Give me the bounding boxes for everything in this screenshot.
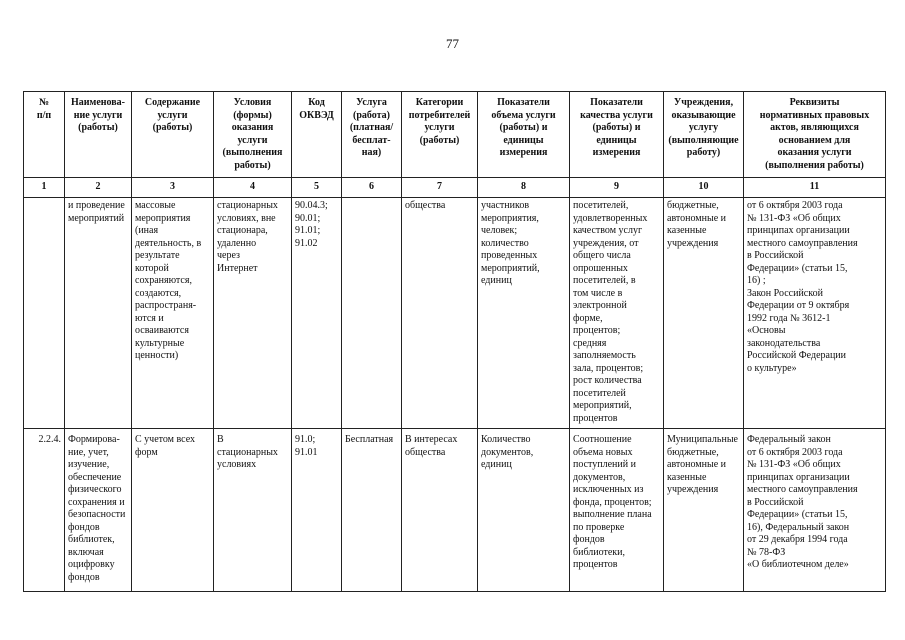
header-index: № п/п: [24, 92, 65, 178]
okved-code: 90.04.3; 90.01; 91.01; 91.02: [292, 198, 342, 429]
paid-free: [342, 198, 402, 429]
service-conditions: стационарных условиях, вне стационара, удаленно через Интернет: [214, 198, 292, 429]
legal-acts: Федеральный закон от 6 октября 2003 года № 131-ФЗ «Об общих принципах организации местного самоуправления в Российской Федерации» (статьи 15, 16), Федеральный закон от 29 декабря 1994 года № 78-ФЗ «О библиотечном деле»: [744, 429, 886, 592]
header-consumer-categories: Категории потребителей услуги (работы): [402, 92, 478, 178]
header-row: [24, 92, 886, 178]
column-number: 2: [65, 178, 132, 198]
column-number: 3: [132, 178, 214, 198]
paid-free: Бесплатная: [342, 429, 402, 592]
header-institutions: Учреждения, оказывающие услугу (выполняющие работу): [664, 92, 744, 178]
table-row: [24, 429, 886, 592]
column-number-row: [24, 178, 886, 198]
header-paid-free: Услуга (работа) (платная/ бесплат- ная): [342, 92, 402, 178]
column-number: 7: [402, 178, 478, 198]
header-legal-acts: Реквизиты нормативных правовых актов, являющихся основанием для оказания услуги (выполнения работы): [744, 92, 886, 178]
column-number: 8: [478, 178, 570, 198]
volume-indicators: Количество документов, единиц: [478, 429, 570, 592]
service-name: Формирова- ние, учет, изучение, обеспечение физического сохранения и безопасности фондов библиотек, включая оцифровку фондов: [65, 429, 132, 592]
institutions: бюджетные, автономные и казенные учреждения: [664, 198, 744, 429]
column-number: 5: [292, 178, 342, 198]
column-number: 11: [744, 178, 886, 198]
consumer-category: общества: [402, 198, 478, 429]
header-conditions: Условия (формы) оказания услуги (выполнения работы): [214, 92, 292, 178]
column-number: 1: [24, 178, 65, 198]
quality-indicators: Соотношение объема новых поступлений и документов, исключенных из фонда, процентов; выполнение плана по проверке фондов библиотеки, процентов: [570, 429, 664, 592]
column-number: 9: [570, 178, 664, 198]
header-volume-indicators: Показатели объема услуги (работы) и единицы измерения: [478, 92, 570, 178]
okved-code: 91.0; 91.01: [292, 429, 342, 592]
service-name: и проведение мероприятий: [65, 198, 132, 429]
legal-acts: от 6 октября 2003 года № 131-ФЗ «Об общих принципах организации местного самоуправления в Российской Федерации» (статьи 15, 16) ; Закон Российской Федерации от 9 октября 1992 года № 3612-1 «Основы законодательства Российской Федерации о культуре»: [744, 198, 886, 429]
header-quality-indicators: Показатели качества услуги (работы) и единицы измерения: [570, 92, 664, 178]
header-service-name: Наименова- ние услуги (работы): [65, 92, 132, 178]
header-okved-code: Код ОКВЭД: [292, 92, 342, 178]
column-number: 4: [214, 178, 292, 198]
page-number: 77: [446, 36, 459, 51]
row-index: 2.2.4.: [24, 429, 65, 592]
column-number: 6: [342, 178, 402, 198]
table-row: [24, 198, 886, 429]
quality-indicators: посетителей, удовлетворенных качеством услуг учреждения, от общего числа опрошенных посетителей, в том числе в электронной форме, процентов; средняя заполняемость зала, процентов; рост количества посетителей мероприятий, процентов: [570, 198, 664, 429]
services-table: [23, 91, 886, 592]
row-index: [24, 198, 65, 429]
volume-indicators: участников мероприятия, человек; количество проведенных мероприятий, единиц: [478, 198, 570, 429]
consumer-category: В интересах общества: [402, 429, 478, 592]
service-content: С учетом всех форм: [132, 429, 214, 592]
column-number: 10: [664, 178, 744, 198]
service-content: массовые мероприятия (иная деятельность, в результате которой сохраняются, создаются, распространя- ются и осваиваются культурные ценности): [132, 198, 214, 429]
institutions: Муниципальные бюджетные, автономные и казенные учреждения: [664, 429, 744, 592]
service-conditions: В стационарных условиях: [214, 429, 292, 592]
header-service-content: Содержание услуги (работы): [132, 92, 214, 178]
